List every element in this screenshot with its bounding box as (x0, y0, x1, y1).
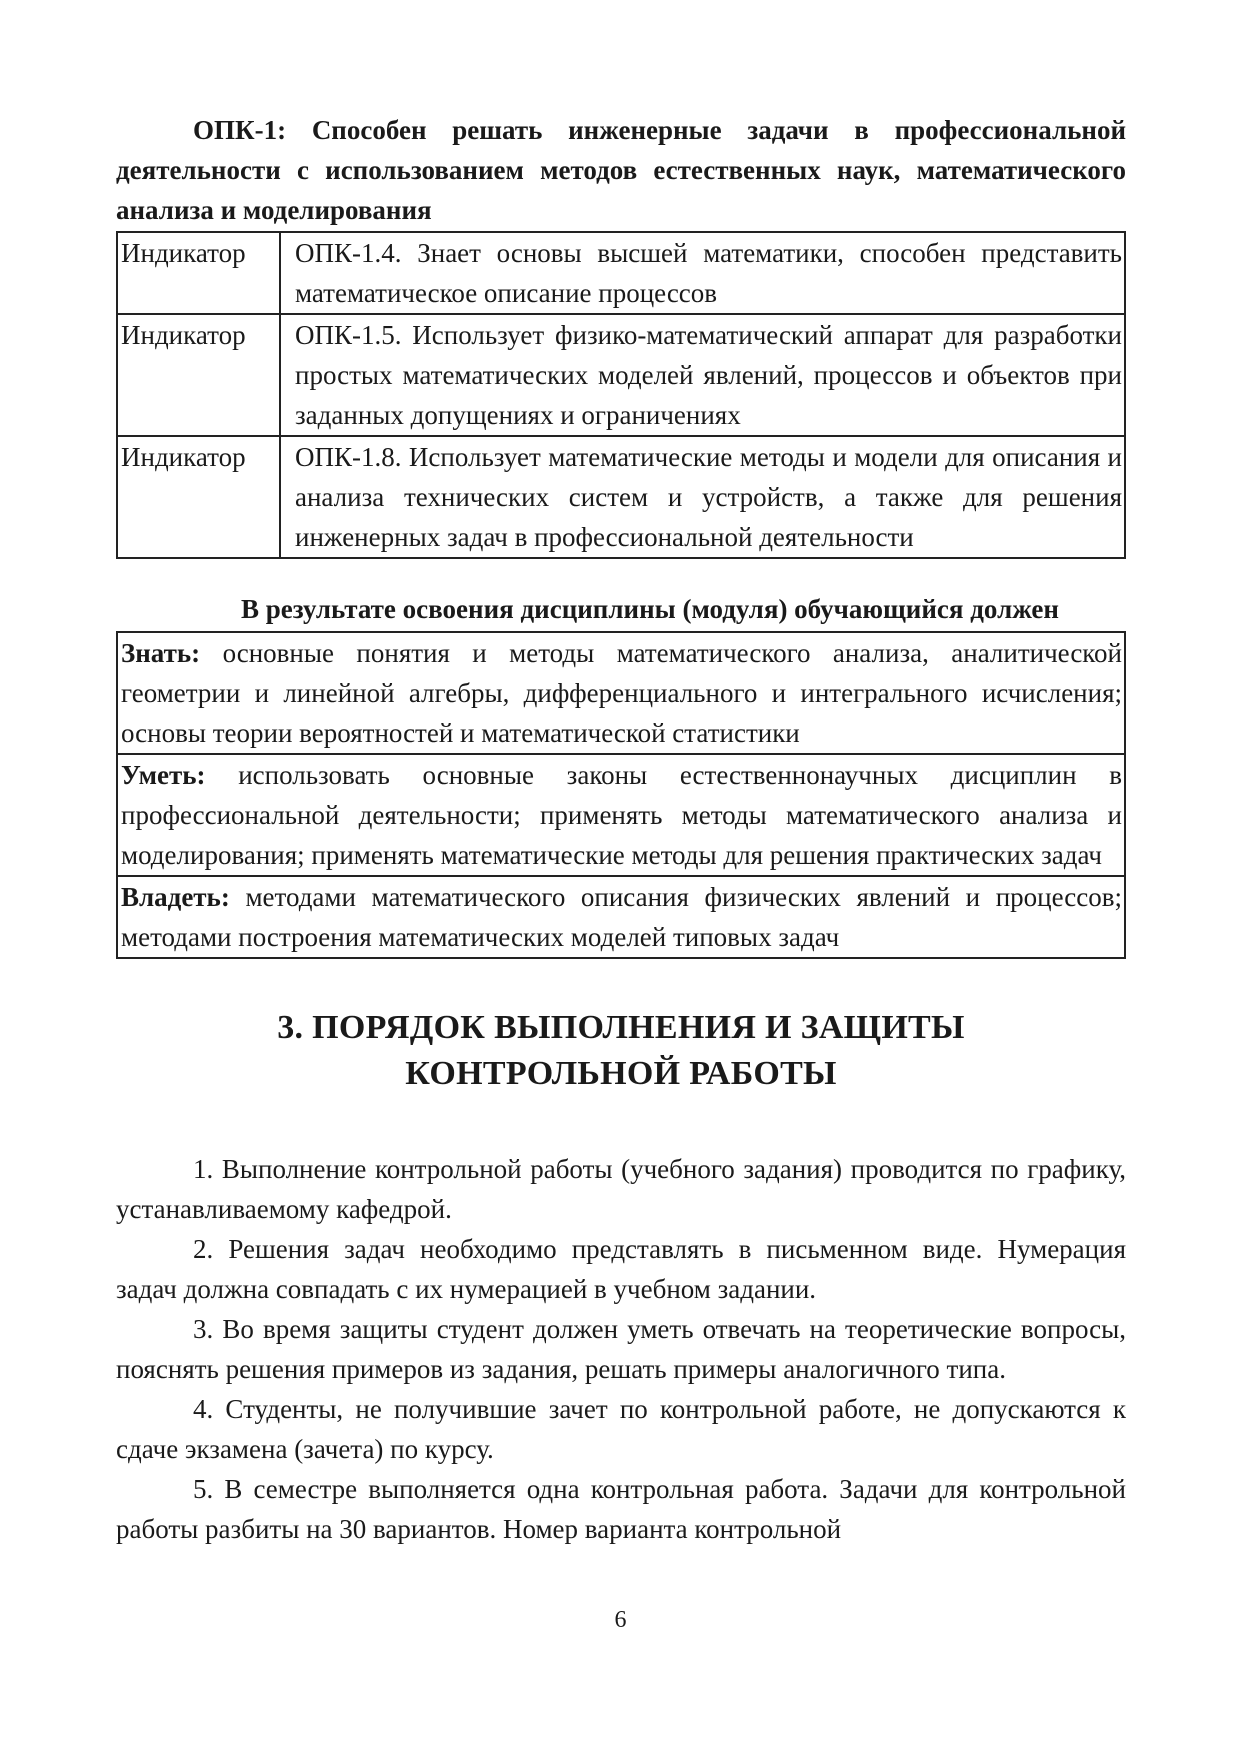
result-label: Владеть: (121, 882, 230, 912)
result-cell-can (117, 754, 1125, 876)
paragraph: 4. Студенты, не получившие зачет по контрольной работе, не допускаются к сдаче экзамена (зачета) по курсу. (116, 1394, 1126, 1464)
indicator-text: ОПК-1.4. Знает основы высшей математики, способен представить математическое описание процессов (280, 232, 1125, 314)
indicator-text: ОПК-1.8. Использует математические методы и модели для описания и анализа технических систем и устройств, а также для решения инженерных задач в профессиональной деятельности (280, 436, 1125, 558)
result-cell-master (117, 876, 1125, 958)
paragraph: 1. Выполнение контрольной работы (учебного задания) проводится по графику, устанавливаемому кафедрой. (116, 1154, 1126, 1224)
table-row (117, 754, 1125, 876)
section-heading-line: 3. ПОРЯДОК ВЫПОЛНЕНИЯ И ЗАЩИТЫ (277, 1009, 965, 1046)
table-row (117, 632, 1125, 754)
paragraph: 5. В семестре выполняется одна контрольная работа. Задачи для контрольной работы разбиты на 30 вариантов. Номер варианта контрольной (116, 1474, 1126, 1544)
results-table (116, 631, 1126, 959)
result-label: Уметь: (121, 760, 206, 790)
page-number: 6 (614, 1607, 627, 1633)
table-row (117, 876, 1125, 958)
competency-code: ОПК-1: (193, 115, 287, 145)
paragraph: 3. Во время защиты студент должен уметь отвечать на теоретические вопросы, пояснять решения примеров из задания, решать примеры аналогичного типа. (116, 1314, 1126, 1384)
results-title: В результате освоения дисциплины (модуля) обучающийся должен (241, 594, 1059, 624)
indicator-label: Индикатор (117, 436, 280, 558)
indicator-label: Индикатор (117, 232, 280, 314)
competency-text: Способен решать инженерные задачи в профессиональной деятельности с использованием методов естественных наук, математического анализа и моделирования (116, 115, 1127, 225)
section-heading (116, 1005, 1126, 1097)
indicator-text: ОПК-1.5. Использует физико-математический аппарат для разработки простых математических моделей явлений, процессов и объектов при заданных допущениях и ограничениях (280, 314, 1125, 436)
table-row (117, 436, 1125, 558)
table-row (117, 232, 1125, 314)
section-heading-line: КОНТРОЛЬНОЙ РАБОТЫ (405, 1055, 837, 1092)
result-cell-know (117, 632, 1125, 754)
result-label: Знать: (121, 638, 201, 668)
result-text: методами математического описания физических явлений и процессов; методами построения математических моделей типовых задач (121, 882, 1123, 952)
indicator-label: Индикатор (117, 314, 280, 436)
result-text: использовать основные законы естественнонаучных дисциплин в профессиональной деятельности; применять методы математического анализа и моделирования; применять математические методы для решения практических задач (121, 760, 1123, 870)
document-page (116, 110, 1126, 1549)
table-row (117, 314, 1125, 436)
paragraph: 2. Решения задач необходимо представлять в письменном виде. Нумерация задач должна совпадать с их нумерацией в учебном задании. (116, 1234, 1126, 1304)
indicators-table (116, 231, 1126, 559)
result-text: основные понятия и методы математического анализа, аналитической геометрии и линейной алгебры, дифференциального и интегрального исчисления; основы теории вероятностей и математической статистики (121, 638, 1123, 748)
competency-title (116, 110, 1126, 230)
